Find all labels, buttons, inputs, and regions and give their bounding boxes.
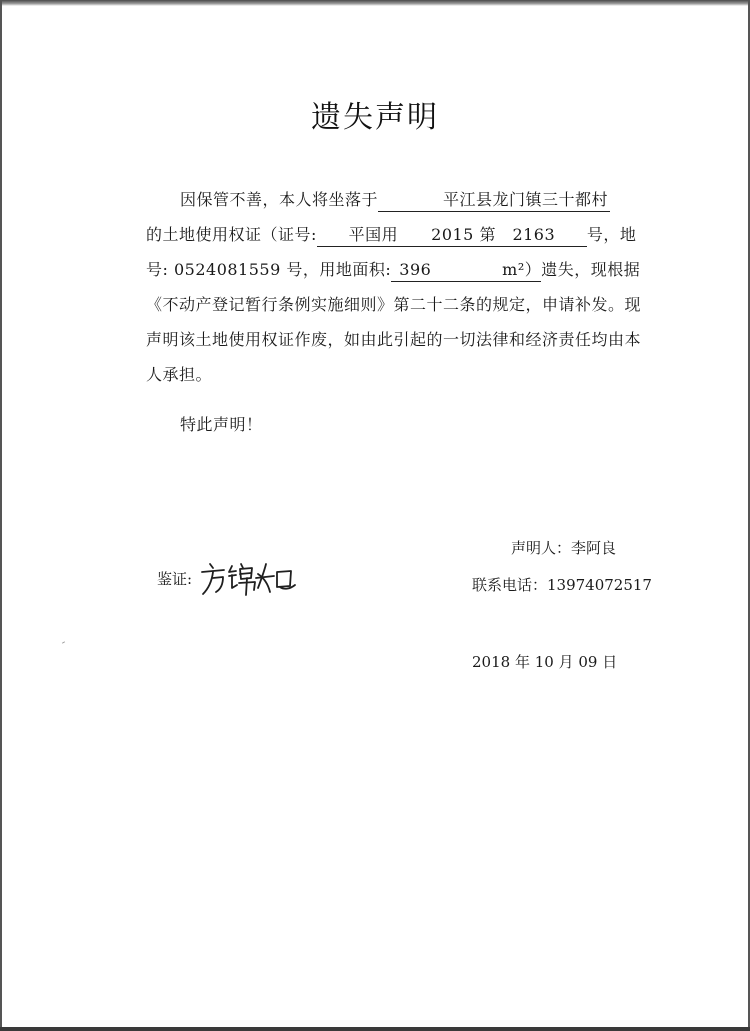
area-field xyxy=(391,259,541,282)
witness-signature xyxy=(198,556,298,598)
scan-edge-left xyxy=(0,0,2,1031)
area-value: 396 xyxy=(399,260,432,279)
body-line-1 xyxy=(146,182,658,217)
witness-label: 鉴证: xyxy=(157,570,193,588)
line2-suffix: 号，地 xyxy=(586,225,637,244)
body-line-6: 人承担。 xyxy=(146,365,213,384)
document-date: 2018 年 10 月 09 日 xyxy=(472,653,618,671)
body-line-4: 《不动产登记暂行条例实施细则》第二十二条的规定，申请补发。现 xyxy=(146,295,642,314)
closing-paragraph xyxy=(146,407,658,442)
document-title: 遗失声明 xyxy=(311,100,439,135)
scan-edge-bottom xyxy=(0,1027,750,1031)
address-field: 平江县龙门镇三十都村 xyxy=(378,189,610,212)
declarant: 声明人：李阿良 xyxy=(511,539,617,557)
line2-prefix: 的土地使用权证（证号: xyxy=(146,225,317,244)
scan-speck xyxy=(62,641,65,643)
line3-prefix: 号: 0524081559 号，用地面积: xyxy=(146,260,392,279)
body-line-3 xyxy=(146,252,658,287)
scan-edge-top xyxy=(0,0,750,6)
contact-phone: 联系电话：13974072517 xyxy=(472,576,652,594)
statement-paragraph xyxy=(146,182,658,392)
body-line-2 xyxy=(146,217,658,252)
closing-line: 特此声明！ xyxy=(180,415,263,434)
line1-prefix: 因保管不善，本人将坐落于 xyxy=(180,190,379,209)
body-line-5: 声明该土地使用权证作废，如由此引起的一切法律和经济责任均由本 xyxy=(146,330,642,349)
area-unit: m²） xyxy=(502,260,542,279)
cert-number-field: 平国用 2015 第 2163 xyxy=(317,224,587,247)
line3-suffix: 遗失，现根据 xyxy=(541,260,641,279)
